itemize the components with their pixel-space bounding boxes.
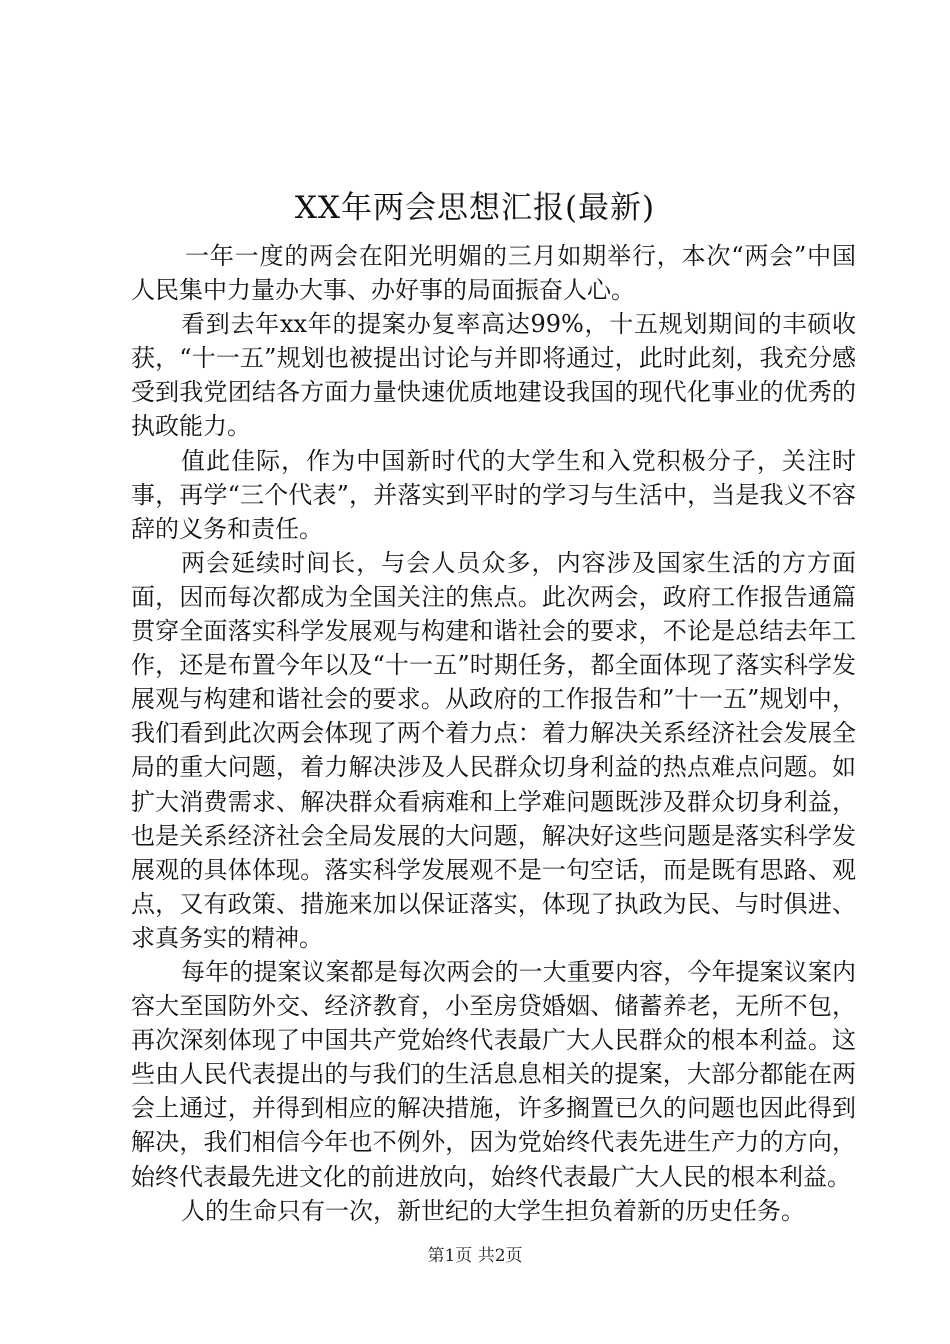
page-number: 第1页 xyxy=(427,1246,473,1266)
paragraph: 人的生命只有一次，新世纪的大学生担负着新的历史任务。 xyxy=(181,1196,805,1225)
paragraph: 两会延续时间长，与会人员众多，内容涉及国家生活的方方面面，因而每次都成为全国关注的焦点。此次两会，政府工作报告通篇贯穿全面落实科学发展观与构建和谐社会的要求，不论是总结去年工作，还是布置今年以及“十一五”时期任务，都全面体现了落实科学发展观与构建和谐社会的要求。从政府的工作报告和”十一五”规划中，我们看到此次两会体现了两个着力点：着力解决关系经济社会发展全局的重大问题，着力解决涉及人民群众切身利益的热点难点问题。如扩大消费需求、解决群众看病难和上学难问题既涉及群众切身利益，也是关系经济社会全局发展的大问题，解决好这些问题是落实科学发展观的具体体现。落实科学发展观不是一句空话，而是既有思路、观点，又有政策、措施来加以保证落实，体现了执政为民、与时俱进、求真务实的精神。 xyxy=(131,548,856,952)
document-body xyxy=(131,239,856,1228)
paragraph: 一年一度的两会在阳光明媚的三月如期举行，本次“两会”中国人民集中力量办大事、办好事的局面振奋人心。 xyxy=(131,242,856,305)
paragraph: 值此佳际，作为中国新时代的大学生和入党积极分子，关注时事，再学“三个代表”，并落实到平时的学习与生活中，当是我义不容辞的义务和责任。 xyxy=(131,446,856,543)
document-title: XX年两会思想汇报(最新) xyxy=(294,190,656,226)
page-total: 共2页 xyxy=(477,1246,523,1266)
paragraph: 看到去年xx年的提案办复率高达99%，十五规划期间的丰硕收获，“十一五”规划也被提出讨论与并即将通过，此时此刻，我充分感受到我党团结各方面力量快速优质地建设我国的现代化事业的优秀的执政能力。 xyxy=(131,310,856,441)
paragraph: 每年的提案议案都是每次两会的一大重要内容，今年提案议案内容大至国防外交、经济教育，小至房贷婚姻、储蓄养老，无所不包，再次深刻体现了中国共产党始终代表最广大人民群众的根本利益。这些由人民代表提出的与我们的生活息息相关的提案，大部分都能在两会上通过，并得到相应的解决措施，许多搁置已久的问题也因此得到解决，我们相信今年也不例外，因为党始终代表先进生产力的方向，始终代表最先进文化的前进放向，始终代表最广大人民的根本利益。 xyxy=(131,957,856,1191)
page-footer xyxy=(0,1244,950,1268)
